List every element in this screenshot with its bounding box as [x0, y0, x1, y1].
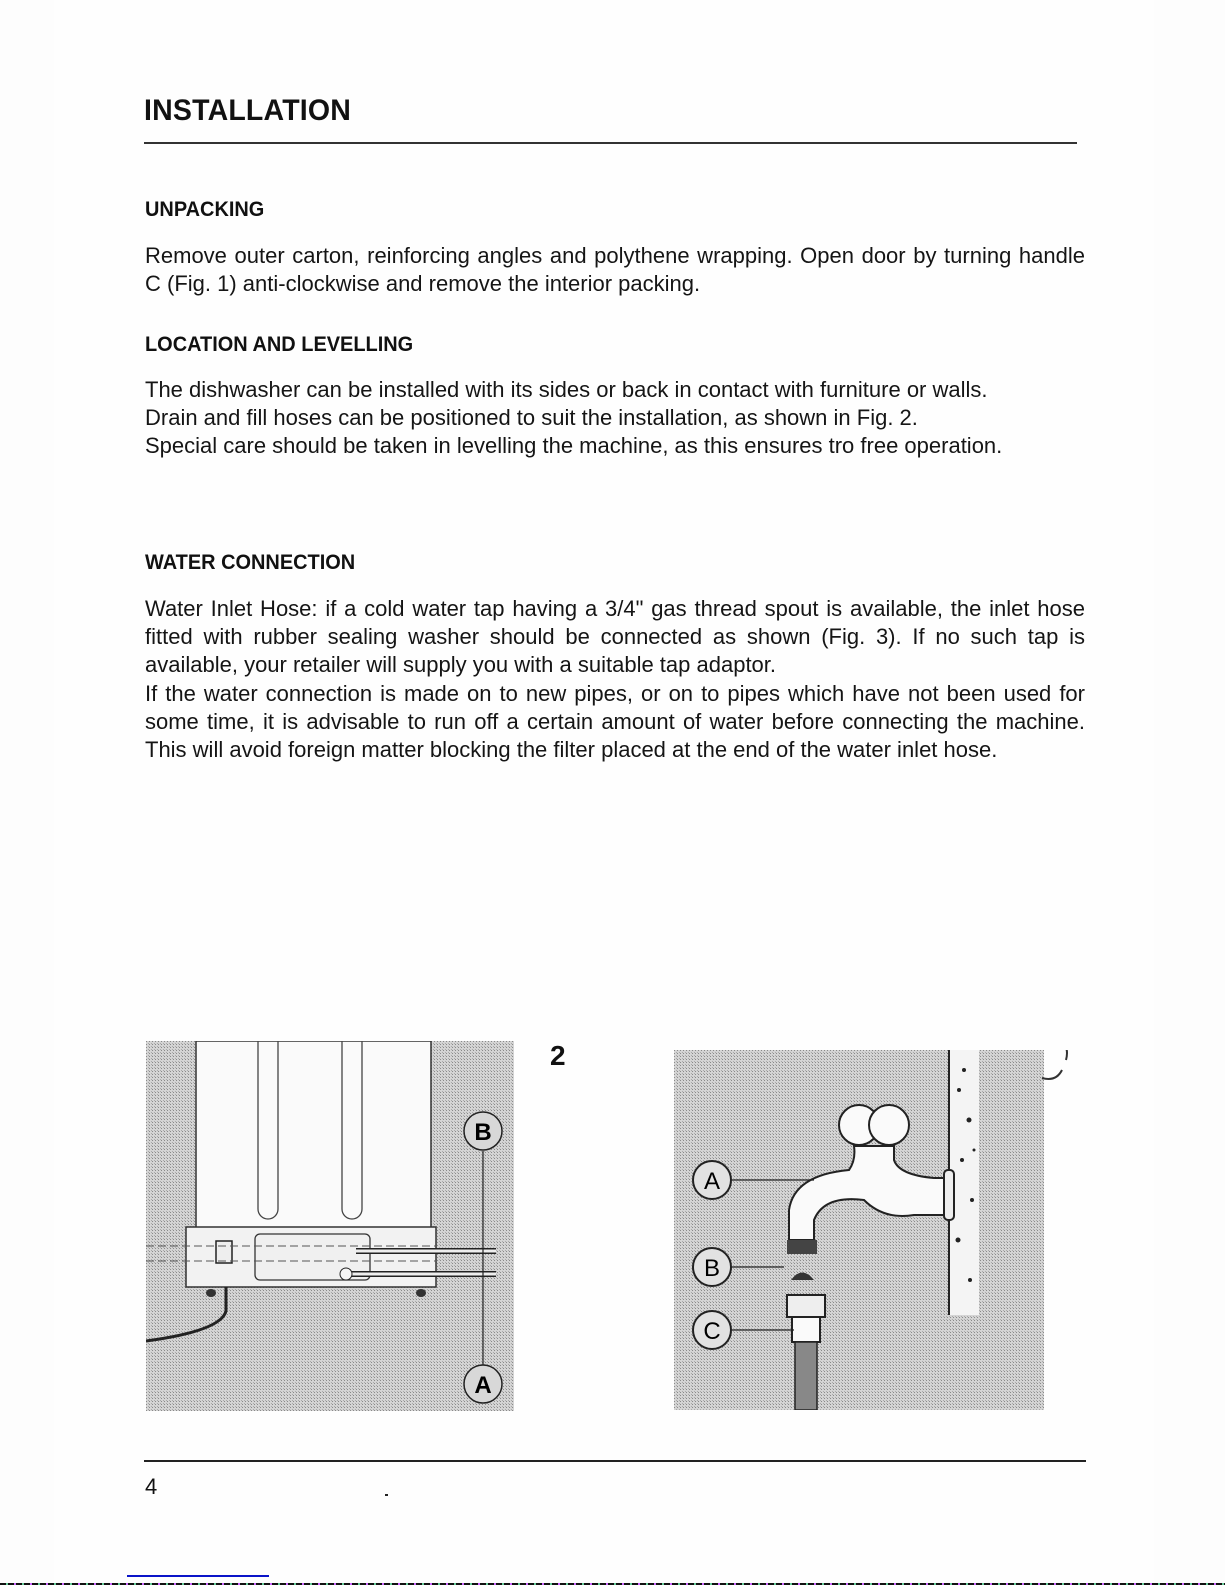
- scan-artifact: [1042, 1050, 1067, 1079]
- callout-a: [464, 1365, 502, 1403]
- figure-3-tap-connection: [674, 1050, 1094, 1410]
- page-title: INSTALLATION: [144, 94, 352, 127]
- section-heading-location: LOCATION AND LEVELLING: [145, 333, 414, 356]
- callout-b-label: B: [474, 1119, 492, 1146]
- paragraph: Drain and fill hoses can be positioned to suit the installation, as shown in Fig. 2.: [145, 405, 918, 431]
- callout-b: [693, 1248, 731, 1286]
- section-body-water: [145, 595, 1085, 764]
- scan-speck: [385, 1494, 388, 1496]
- figure-number: 2: [550, 1040, 566, 1071]
- section-body-location: [145, 376, 1085, 461]
- paragraph: Water Inlet Hose: if a cold water tap having a 3/4" gas thread spout is available, the inlet hose fitted with rubber sealing washer should be connected as shown (Fig. 3). If no such tap is available, your retailer will supply you with a suitable tap adaptor.: [145, 596, 1085, 678]
- callout-b: [464, 1112, 502, 1150]
- callout-c: [693, 1311, 731, 1349]
- paragraph: If the water connection is made on to new pipes, or on to pipes which have not been used for some time, it is advisable to run off a certain amount of water before connecting the machine. This will avoid foreign matter blocking the filter placed at the end of the water inlet hose.: [145, 680, 1085, 763]
- page-number: 4: [145, 1474, 158, 1499]
- paragraph: Remove outer carton, reinforcing angles and polythene wrapping. Open door by turning handle C (Fig. 1) anti-clockwise and remove the interior packing.: [145, 243, 1085, 297]
- callout-b-label: B: [703, 1255, 721, 1282]
- callout-c-label: C: [703, 1318, 721, 1345]
- link-underline[interactable]: [127, 1575, 269, 1577]
- section-heading-unpacking: UNPACKING: [145, 198, 265, 221]
- section-heading-water: WATER CONNECTION: [145, 551, 356, 574]
- title-divider: [144, 142, 1077, 144]
- callout-a-label: A: [703, 1168, 721, 1195]
- footer-divider: [144, 1460, 1086, 1462]
- section-body-unpacking: [145, 242, 1085, 298]
- figure-2-hose-positioning: [146, 1041, 514, 1411]
- callout-a-label: A: [474, 1372, 492, 1399]
- paragraph: The dishwasher can be installed with its sides or back in contact with furniture or walls.: [145, 377, 988, 402]
- callout-a: [693, 1161, 731, 1199]
- paragraph: Special care should be taken in levelling the machine, as this ensures tro free operation.: [145, 433, 1003, 459]
